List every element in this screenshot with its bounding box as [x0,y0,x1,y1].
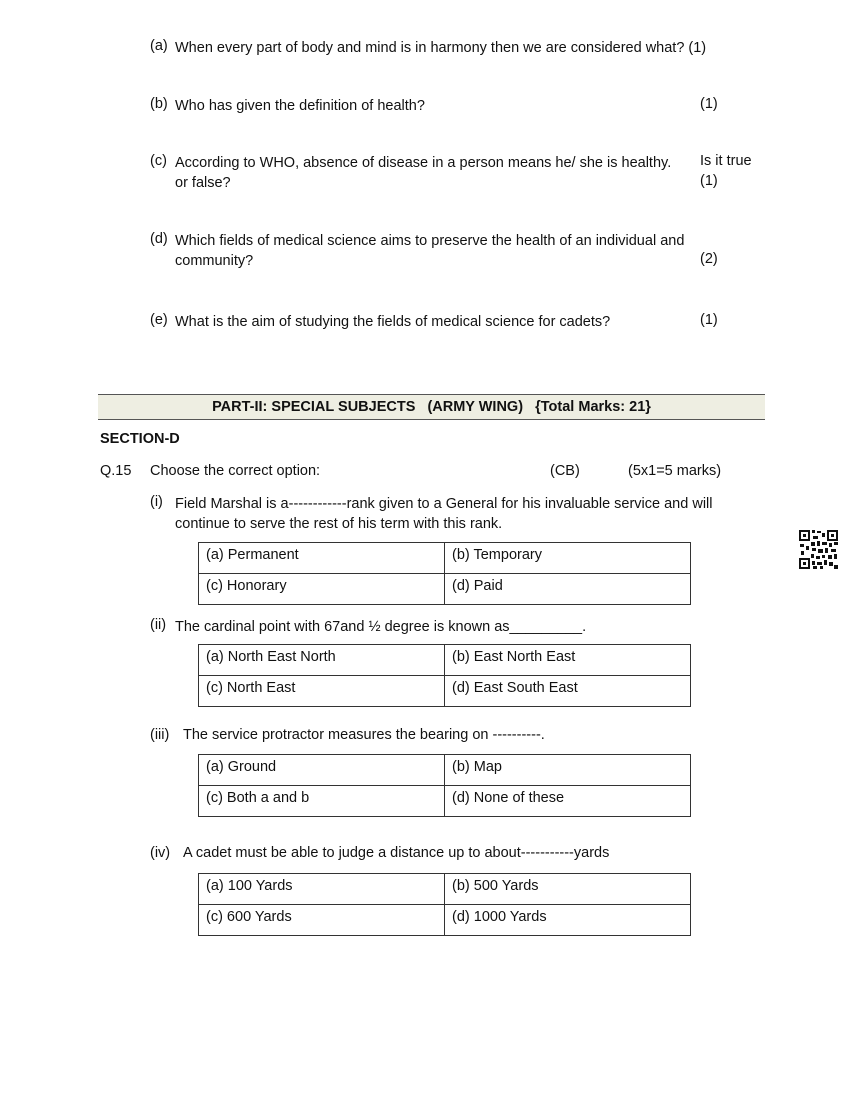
option-b: (b) Temporary [445,543,691,574]
question-text: Which fields of medical science aims to preserve the health of an individual and [175,233,685,249]
question-marks: (1) [700,312,718,328]
question-number: Q.15 [100,463,132,479]
item-text: The service protractor measures the bearing on ----------. [183,727,545,743]
option-b: (b) East North East [445,645,691,676]
question-text: Who has given the definition of health? [175,98,425,114]
question-label: (c) [150,153,167,169]
question-label: (b) [150,96,168,112]
part-banner: PART-II: SPECIAL SUBJECTS (ARMY WING) {Total Marks: 21} [98,394,765,420]
question-text: When every part of body and mind is in harmony then we are considered what? (1) [175,40,707,56]
question-marks: (1) [700,96,718,112]
option-c: (c) Both a and b [199,786,445,817]
question-label: (e) [150,312,168,328]
section-heading: SECTION-D [100,431,180,447]
option-a: (a) Permanent [199,543,445,574]
option-b: (b) Map [445,755,691,786]
question-text: According to WHO, absence of disease in a person means he/ she is healthy. [175,155,672,171]
question-marks: (2) [700,251,718,267]
option-b: (b) 500 Yards [445,874,691,905]
option-d: (d) 1000 Yards [445,905,691,936]
item-text-line2: continue to serve the rest of his term with this rank. [175,516,503,532]
question-label: (d) [150,231,168,247]
option-c: (c) North East [199,676,445,707]
option-a: (a) North East North [199,645,445,676]
options-table [198,644,691,707]
question-text-continuation: Is it true [700,153,752,169]
options-table [198,542,691,605]
option-a: (a) 100 Yards [199,874,445,905]
item-text: The cardinal point with 67and ½ degree is known as_________. [175,619,587,635]
item-label: (iv) [150,845,171,861]
item-label: (i) [150,494,163,510]
option-c: (c) Honorary [199,574,445,605]
options-table [198,873,691,936]
item-text: A cadet must be able to judge a distance up to about-----------yards [183,845,610,861]
question-marks: (1) [700,173,718,189]
question-text: What is the aim of studying the fields of medical science for cadets? [175,314,611,330]
item-label: (ii) [150,617,167,633]
question-marks: (5x1=5 marks) [628,463,722,479]
item-label: (iii) [150,727,170,743]
qr-code-icon [798,529,839,570]
option-d: (d) East South East [445,676,691,707]
question-text-line2: or false? [175,175,231,191]
question-tag: (CB) [550,463,580,479]
options-table [198,754,691,817]
item-text: Field Marshal is a------------rank given to a General for his invaluable service and will [175,496,713,512]
option-d: (d) Paid [445,574,691,605]
option-d: (d) None of these [445,786,691,817]
option-a: (a) Ground [199,755,445,786]
question-label: (a) [150,38,168,54]
question-text-line2: community? [175,253,254,269]
question-instruction: Choose the correct option: [150,463,321,479]
option-c: (c) 600 Yards [199,905,445,936]
